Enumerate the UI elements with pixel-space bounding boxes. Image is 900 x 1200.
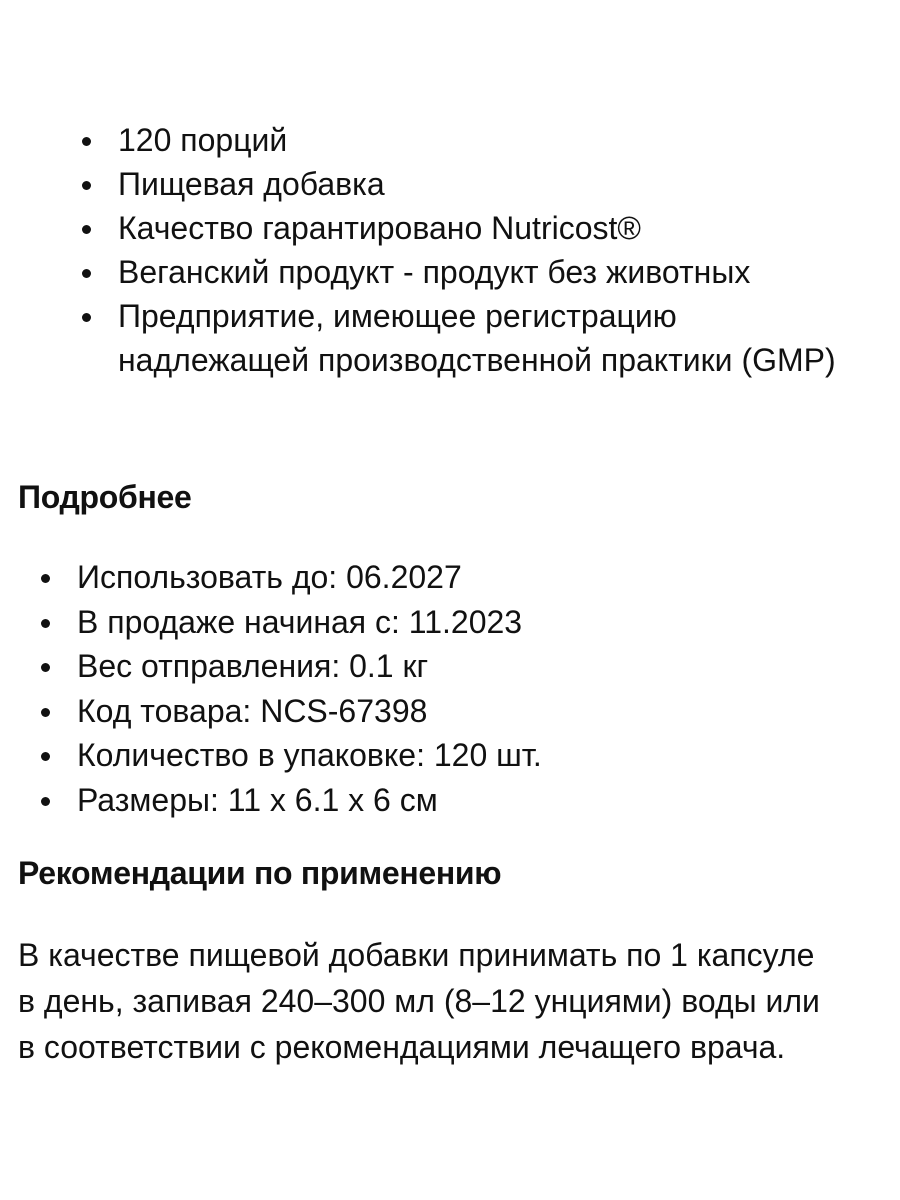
- features-section: [0, 118, 900, 456]
- list-item: [0, 555, 542, 600]
- bullet-icon: [82, 225, 91, 234]
- detail-text: Код товара: NCS-67398: [77, 692, 428, 729]
- bullet-icon: [41, 574, 50, 583]
- list-item: [0, 644, 542, 689]
- bullet-icon: [41, 619, 50, 628]
- list-item: [0, 294, 858, 382]
- feature-text: 120 порций: [118, 122, 288, 158]
- usage-paragraph: В качестве пищевой добавки принимать по 1 капсуле в день, запивая 240–300 мл (8–12 унциями) воды или в соответствии с рекомендациями лечащего врача.: [18, 937, 820, 1065]
- list-item: [0, 733, 542, 778]
- detail-text: Вес отправления: 0.1 кг: [77, 648, 429, 684]
- bullet-icon: [82, 313, 91, 322]
- bullet-icon: [41, 797, 50, 806]
- bullet-icon: [41, 708, 50, 717]
- bullet-icon: [82, 181, 91, 190]
- list-item: [0, 118, 858, 162]
- list-item: [0, 600, 542, 645]
- feature-text: Веганский продукт - продукт без животных: [118, 254, 751, 290]
- detail-text: Размеры: 11 x 6.1 x 6 см: [77, 781, 438, 818]
- feature-text: Качество гарантировано Nutricost®: [118, 210, 641, 246]
- features-list: [0, 118, 858, 382]
- bullet-icon: [41, 752, 50, 761]
- list-item: [0, 778, 542, 823]
- list-item: [0, 206, 858, 250]
- feature-text: Пищевая добавка: [118, 166, 385, 202]
- bullet-icon: [82, 137, 91, 146]
- details-heading: Подробнее: [18, 479, 192, 515]
- detail-text: В продаже начиная с: 11.2023: [77, 603, 523, 640]
- detail-text: Использовать до: 06.2027: [77, 559, 462, 595]
- detail-text: Количество в упаковке: 120 шт.: [77, 737, 542, 773]
- list-item: [0, 162, 858, 206]
- feature-text: Предприятие, имеющее регистрацию надлежащей производственной практики (GMP): [118, 298, 836, 378]
- usage-heading: Рекомендации по применению: [18, 855, 502, 891]
- list-item: [0, 689, 542, 734]
- list-item: [0, 250, 858, 294]
- bullet-icon: [82, 269, 91, 278]
- bullet-icon: [41, 663, 50, 672]
- details-list: [0, 555, 542, 822]
